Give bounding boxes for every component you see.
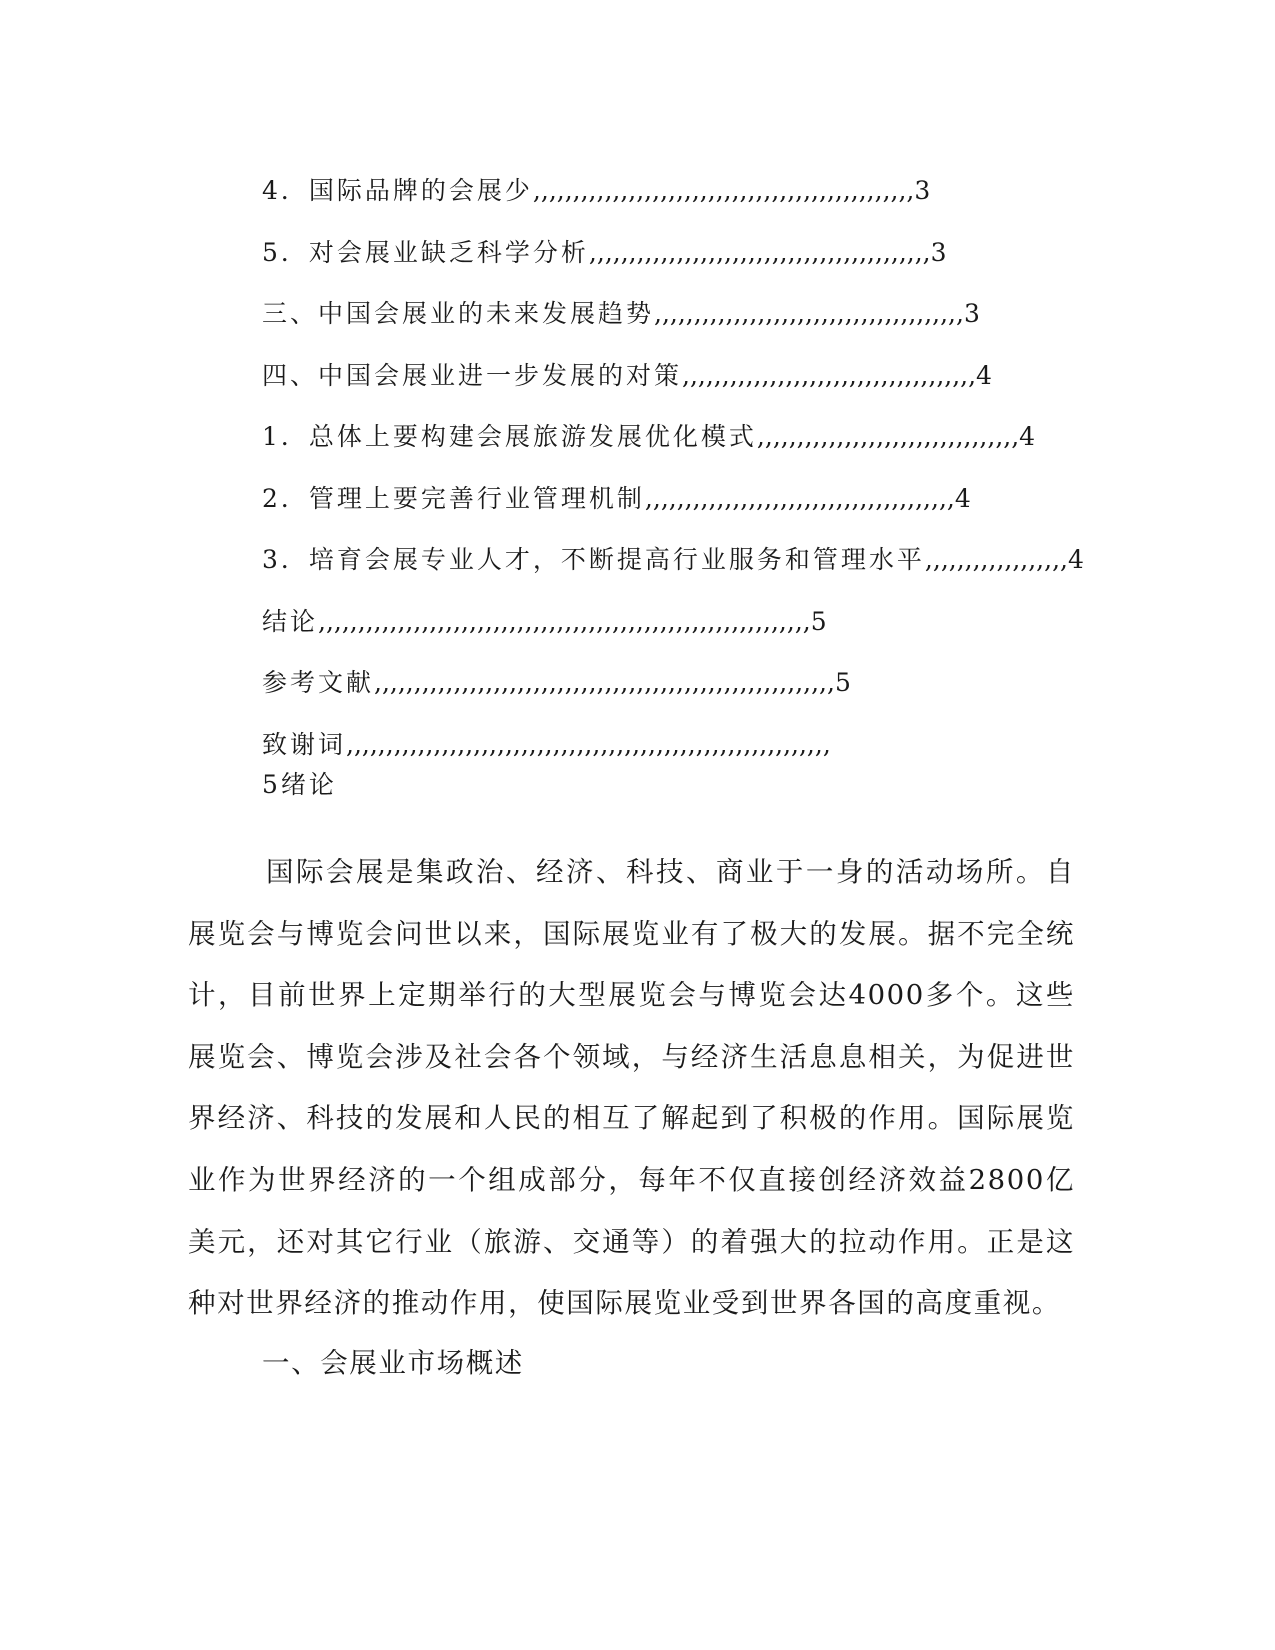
toc-entry-page: 4 [1019,422,1036,451]
toc-entry-page: 4 [954,483,971,513]
toc-entry-leader: ,,,,,,,,,,,,,,,,,,,,,,,,,,,,,,,,,,,,,,,,,,,,,,,,,,,,,,,,,,,,,, [318,606,811,636]
toc-entry [262,476,1082,538]
toc-entry-page: 3 [930,237,947,267]
toc-entry-leader: ,,,,,,,,,,,,,,,,,,,,,,,,,,,,,,,,,,,,,,, [654,299,964,328]
toc-entry-label: 2．管理上要完善行业管理机制 [262,483,645,513]
toc-entry [262,537,1082,599]
table-of-contents [262,168,1082,783]
body-paragraph: 国际会展是集政治、经济、科技、商业于一身的活动场所。自展览会与博览会问世以来，国际展览业有了极大的发展。据不完全统计，目前世界上定期举行的大型展览会与博览会达4000多个。这些展览会、博览会涉及社会各个领域，与经济生活息息相关，为促进世界经济、科技的发展和人民的相互了解起到了积极的作用。国际展览业作为世界经济的一个组成部分，每年不仅直接创经济效益2800亿美元，还对其它行业（旅游、交通等）的着强大的拉动作用。正是这种对世界经济的推动作用，使国际展览业受到世界各国的高度重视。 [188,856,1075,1320]
toc-entry-leader: ,,,,,,,,,,,,,,,,,,,,,,,,,,,,,,,,,,,,, [682,360,977,390]
toc-entry-leader: ,,,,,,,,,,,,,,,,,, [924,545,1068,574]
toc-entry-page: 3 [914,176,931,205]
toc-entry-leader: ,,,,,,,,,,,,,,,,,,,,,,,,,,,,,,,,,,,,,,, [644,483,955,513]
toc-entry [262,660,1082,722]
toc-entry-leader: ,,,,,,,,,,,,,,,,,,,,,,,,,,,,,,,,,,,,,,,,,,,,,,,,,,,,,,,,,,,,, [346,729,831,759]
toc-entry-leader: ,,,,,,,,,,,,,,,,,,,,,,,,,,,,,,,,, [756,422,1020,451]
toc-entry [262,722,1082,784]
toc-entry [262,414,1082,476]
toc-entry [262,291,1082,353]
toc-entry-label: 1．总体上要构建会展旅游发展优化模式 [262,422,757,451]
section-heading: 一、会展业市场概述 [262,1347,524,1379]
toc-entry-label: 5．对会展业缺乏科学分析 [262,237,589,267]
toc-entry-label: 四、中国会展业进一步发展的对策 [262,360,683,390]
toc-entry [262,599,1082,661]
toc-entry-label: 参考文献 [262,668,375,697]
toc-entry-page: 5 [834,668,851,697]
toc-entry-label: 三、中国会展业的未来发展趋势 [262,299,655,328]
toc-entry-label: 致谢词 [262,729,347,759]
toc-entry [262,230,1082,292]
toc-entry-leader: ,,,,,,,,,,,,,,,,,,,,,,,,,,,,,,,,,,,,,,,,,,,,,,,,,,,,,,,,,, [374,668,835,697]
toc-entry-leader: ,,,,,,,,,,,,,,,,,,,,,,,,,,,,,,,,,,,,,,,,,,, [588,237,931,267]
toc-entry-page: 3 [963,299,980,328]
toc-entry-label: 3．培育会展专业人才，不断提高行业服务和管理水平 [262,545,925,574]
toc-entry-page: 4 [1067,545,1084,574]
toc-entry [262,353,1082,415]
toc-entry [262,168,1082,230]
toc-entry-page: 5 [810,606,827,636]
toc-entry-leader: ,,,,,,,,,,,,,,,,,,,,,,,,,,,,,,,,,,,,,,,,,,,,,,,, [532,176,915,205]
toc-entry-page: 4 [976,360,992,390]
intro-heading: 5绪论 [262,770,337,799]
toc-entry-label: 结论 [262,606,319,636]
toc-entry-label: 4．国际品牌的会展少 [262,176,533,205]
